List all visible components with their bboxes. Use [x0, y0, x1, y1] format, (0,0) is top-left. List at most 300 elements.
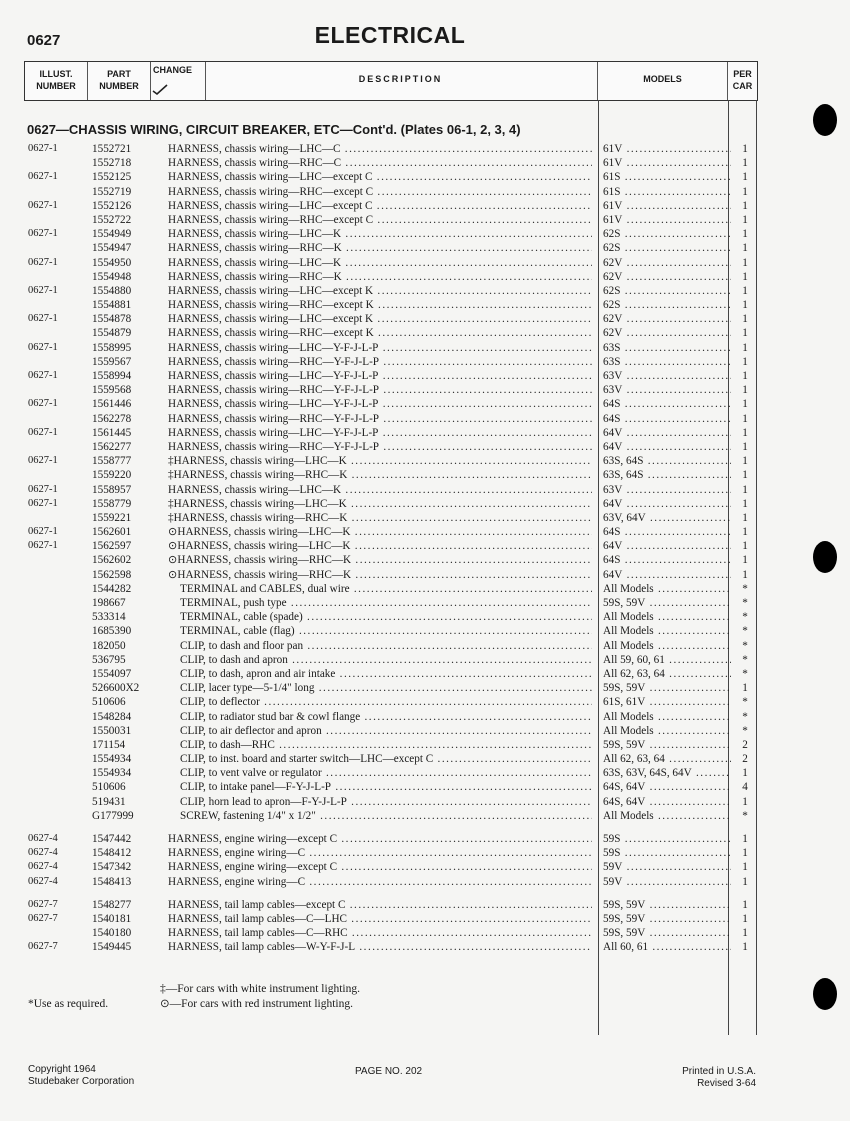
illust-number: 0627-1 — [28, 313, 58, 325]
description: CLIP, lacer type—5-1/4" long ..... — [180, 681, 592, 695]
models: 61S ..... — [603, 185, 731, 199]
table-row — [0, 898, 850, 912]
col-illust: ILLUST. NUMBER — [25, 62, 88, 100]
illust-number: 0627-7 — [28, 912, 58, 924]
col-per-car: PER CAR — [732, 69, 753, 91]
table-row — [0, 553, 850, 567]
table-row — [0, 483, 850, 497]
description: CLIP, to intake panel—F-Y-J-L-P ..... — [180, 780, 592, 794]
models: 59S, 59V ..... — [603, 898, 731, 912]
models: 64S, 64V ..... — [603, 780, 731, 794]
illust-number: 0627-4 — [28, 861, 58, 873]
part-number: 1540180 — [92, 927, 132, 940]
part-number: 1562597 — [92, 540, 132, 553]
table-row — [0, 468, 850, 482]
models: 59S ..... — [603, 832, 731, 846]
models: 59S, 59V ..... — [603, 596, 731, 610]
illust-number: 0627-1 — [28, 370, 58, 381]
table-row — [0, 860, 850, 874]
models: All Models ..... — [603, 639, 731, 653]
table-row — [0, 511, 850, 525]
models: 64S ..... — [603, 397, 731, 411]
description: HARNESS, engine wiring—C ..... — [168, 875, 592, 889]
table-row — [0, 809, 850, 823]
part-number: 1554879 — [92, 327, 132, 340]
table-row — [0, 355, 850, 369]
models: 62V ..... — [603, 326, 731, 340]
description: HARNESS, chassis wiring—LHC—K ..... — [168, 483, 592, 497]
models: All 60, 61 ..... — [603, 940, 731, 954]
models: All 62, 63, 64 ..... — [603, 667, 731, 681]
per-car: 1 — [742, 469, 748, 482]
per-car: 1 — [742, 941, 748, 954]
models: 64V ..... — [603, 426, 731, 440]
per-car: 1 — [742, 355, 748, 368]
description: ‡HARNESS, chassis wiring—LHC—K ..... — [168, 454, 592, 468]
models: 63V, 64V ..... — [603, 511, 731, 525]
table-row — [0, 412, 850, 426]
description: ‡HARNESS, chassis wiring—RHC—K ..... — [168, 468, 592, 482]
part-number: 1547442 — [92, 833, 132, 845]
table-row — [0, 341, 850, 355]
page-title: ELECTRICAL — [314, 22, 466, 48]
table-row — [0, 582, 850, 596]
models: All Models ..... — [603, 582, 731, 596]
models: 64V ..... — [603, 497, 731, 511]
description: HARNESS, tail lamp cables—C—RHC ..... — [168, 926, 592, 940]
per-car: 1 — [742, 440, 748, 453]
per-car: 1 — [742, 299, 748, 312]
models: 59V ..... — [603, 860, 731, 874]
table-row — [0, 846, 850, 860]
description: HARNESS, chassis wiring—LHC—except K ..... — [168, 312, 592, 326]
per-car: 1 — [742, 554, 748, 567]
illust-number: 0627-7 — [28, 898, 58, 910]
table-row — [0, 227, 850, 241]
table-row — [0, 780, 850, 794]
illust-number: 0627-1 — [28, 497, 58, 509]
table-row — [0, 284, 850, 298]
illust-number: 0627-4 — [28, 875, 58, 887]
footnote-double-dagger: ‡—For cars with white instrument lighting. — [160, 983, 360, 995]
description: HARNESS, chassis wiring—RHC—Y-F-J-L-P ..... — [168, 412, 592, 426]
part-number: 182050 — [92, 639, 126, 652]
per-car: * — [742, 597, 748, 609]
description: HARNESS, chassis wiring—RHC—except K ..... — [168, 298, 592, 312]
models: 63S, 63V, 64S, 64V ..... — [603, 766, 731, 780]
per-car: 1 — [742, 213, 748, 226]
table-row — [0, 369, 850, 383]
per-car: 1 — [742, 199, 748, 212]
models: 62V ..... — [603, 270, 731, 284]
description: HARNESS, chassis wiring—LHC—except C ..... — [168, 199, 592, 213]
part-number: 1559568 — [92, 384, 132, 397]
models: 59S, 59V ..... — [603, 681, 731, 695]
models: 61V ..... — [603, 213, 731, 227]
part-number: 1558994 — [92, 370, 132, 382]
binder-hole — [813, 104, 837, 136]
table-row — [0, 752, 850, 766]
per-car: 1 — [742, 682, 748, 695]
per-car: 1 — [742, 898, 748, 911]
illust-number: 0627-1 — [28, 199, 58, 211]
part-number: 1554934 — [92, 753, 132, 766]
illust-number: 0627-7 — [28, 941, 58, 953]
description: HARNESS, chassis wiring—LHC—Y-F-J-L-P ..... — [168, 341, 592, 355]
description: HARNESS, chassis wiring—RHC—except K ..... — [168, 326, 592, 340]
models: 61S ..... — [603, 170, 731, 184]
per-car: 1 — [742, 833, 748, 845]
per-car: 1 — [742, 284, 748, 297]
part-number: 1548412 — [92, 847, 132, 860]
part-number: 1552125 — [92, 171, 132, 184]
per-car: 1 — [742, 795, 748, 808]
models: 61V ..... — [603, 199, 731, 213]
description: HARNESS, engine wiring—except C ..... — [168, 860, 592, 874]
description: ⊙HARNESS, chassis wiring—LHC—K ..... — [168, 525, 592, 539]
per-car: 1 — [742, 157, 748, 170]
part-number: 171154 — [92, 738, 126, 751]
per-car: 1 — [742, 483, 748, 496]
per-car: 1 — [742, 242, 748, 255]
part-number: 1552126 — [92, 199, 132, 212]
part-number: 1554948 — [92, 270, 132, 283]
description: CLIP, to dash—RHC ..... — [180, 738, 592, 752]
description: TERMINAL, push type ..... — [180, 596, 592, 610]
part-number: 1562601 — [92, 526, 132, 539]
table-row — [0, 710, 850, 724]
models: 64V ..... — [603, 440, 731, 454]
description: HARNESS, engine wiring—except C ..... — [168, 832, 592, 846]
description: HARNESS, chassis wiring—RHC—K ..... — [168, 270, 592, 284]
models: 59S, 59V ..... — [603, 738, 731, 752]
description: HARNESS, tail lamp cables—C—LHC ..... — [168, 912, 592, 926]
per-car: 1 — [742, 313, 748, 326]
page-code: 0627 — [27, 32, 61, 49]
description: SCREW, fastening 1/4" x 1/2" ..... — [180, 809, 592, 823]
part-number: 1540181 — [92, 912, 132, 925]
description: ⊙HARNESS, chassis wiring—RHC—K ..... — [168, 568, 592, 582]
part-number: 1550031 — [92, 724, 132, 737]
models: 63V ..... — [603, 383, 731, 397]
models: 62S ..... — [603, 227, 731, 241]
models: All Models ..... — [603, 624, 731, 638]
illust-number: 0627-1 — [28, 540, 58, 552]
models: 63V ..... — [603, 369, 731, 383]
part-number: 1548284 — [92, 710, 132, 723]
description: HARNESS, chassis wiring—RHC—Y-F-J-L-P ..... — [168, 355, 592, 369]
per-car: * — [742, 696, 748, 709]
parts-list — [0, 142, 850, 955]
part-number: 1554881 — [92, 299, 132, 312]
part-number: 1559220 — [92, 469, 132, 482]
part-number: 1552721 — [92, 143, 132, 155]
part-number: 1561446 — [92, 398, 132, 411]
part-number: 1558957 — [92, 483, 132, 496]
description: HARNESS, chassis wiring—LHC—except K ..... — [168, 284, 592, 298]
per-car: 1 — [742, 847, 748, 860]
description: HARNESS, chassis wiring—LHC—K ..... — [168, 256, 592, 270]
table-row — [0, 270, 850, 284]
table-row — [0, 397, 850, 411]
models: 64S, 64V ..... — [603, 795, 731, 809]
part-number: 1554934 — [92, 767, 132, 780]
models: 64V ..... — [603, 568, 731, 582]
per-car: 1 — [742, 540, 748, 553]
description: HARNESS, tail lamp cables—W-Y-F-J-L ..... — [168, 940, 592, 954]
part-number: 1552718 — [92, 157, 132, 170]
models: All Models ..... — [603, 724, 731, 738]
table-row — [0, 426, 850, 440]
per-car: 2 — [742, 738, 748, 751]
part-number: 1562598 — [92, 568, 132, 581]
per-car: 1 — [742, 143, 748, 155]
part-number: 1558777 — [92, 455, 132, 468]
description: CLIP, to air deflector and apron ..... — [180, 724, 592, 738]
models: 63S, 64S ..... — [603, 468, 731, 482]
description: TERMINAL, cable (spade) ..... — [180, 610, 592, 624]
description: CLIP, to radiator stud bar & cowl flange ..... — [180, 710, 592, 724]
per-car: 1 — [742, 370, 748, 382]
models: 63V ..... — [603, 483, 731, 497]
table-row — [0, 832, 850, 846]
models: 62S ..... — [603, 241, 731, 255]
table-row — [0, 213, 850, 227]
table-row — [0, 568, 850, 582]
models: All 62, 63, 64 ..... — [603, 752, 731, 766]
part-number: 1554950 — [92, 256, 132, 269]
table-row — [0, 312, 850, 326]
table-row — [0, 724, 850, 738]
illust-number: 0627-1 — [28, 341, 58, 353]
per-car: 1 — [742, 398, 748, 411]
description: ⊙HARNESS, chassis wiring—RHC—K ..... — [168, 553, 592, 567]
check-mark-icon — [151, 82, 171, 96]
description: HARNESS, chassis wiring—LHC—C ..... — [168, 142, 592, 156]
footer-copyright: Copyright 1964 Studebaker Corporation — [28, 1064, 135, 1087]
description: CLIP, to dash, apron and air intake ..... — [180, 667, 592, 681]
part-number: 1548413 — [92, 875, 132, 888]
part-number: 1554878 — [92, 313, 132, 326]
per-car: * — [742, 667, 748, 680]
part-number: 1547342 — [92, 861, 132, 874]
table-row — [0, 525, 850, 539]
table-row — [0, 241, 850, 255]
part-number: 1562277 — [92, 440, 132, 453]
footer-page-number: PAGE NO. 202 — [355, 1066, 423, 1077]
models: 62V ..... — [603, 256, 731, 270]
table-row — [0, 926, 850, 940]
table-row — [0, 624, 850, 638]
table-row — [0, 440, 850, 454]
part-number: G177999 — [92, 809, 134, 822]
models: All 59, 60, 61 ..... — [603, 653, 731, 667]
models: 59S, 59V ..... — [603, 926, 731, 940]
models: 62S ..... — [603, 284, 731, 298]
per-car: 1 — [742, 384, 748, 397]
description: CLIP, horn lead to apron—F-Y-J-L-P ..... — [180, 795, 592, 809]
binder-hole — [813, 978, 837, 1010]
description: HARNESS, chassis wiring—RHC—K ..... — [168, 241, 592, 255]
part-number: 1554947 — [92, 242, 132, 255]
table-row — [0, 596, 850, 610]
table-row — [0, 256, 850, 270]
per-car: 1 — [742, 341, 748, 354]
per-car: 1 — [742, 767, 748, 780]
footer-printed: Printed in U.S.A. Revised 3-64 — [682, 1066, 756, 1089]
table-row — [0, 912, 850, 926]
description: HARNESS, engine wiring—C ..... — [168, 846, 592, 860]
per-car: 1 — [742, 426, 748, 439]
table-row — [0, 142, 850, 156]
models: 64V ..... — [603, 539, 731, 553]
part-number: 1558779 — [92, 497, 132, 510]
per-car: 1 — [742, 327, 748, 340]
illust-number: 0627-1 — [28, 426, 58, 438]
per-car: 1 — [742, 228, 748, 241]
models: 64S ..... — [603, 553, 731, 567]
models: 62S ..... — [603, 298, 731, 312]
table-row — [0, 185, 850, 199]
description: ‡HARNESS, chassis wiring—LHC—K ..... — [168, 497, 592, 511]
description: HARNESS, chassis wiring—LHC—Y-F-J-L-P ..... — [168, 369, 592, 383]
table-row — [0, 170, 850, 184]
table-row — [0, 940, 850, 954]
part-number: 1548277 — [92, 898, 132, 911]
part-number: 1549445 — [92, 941, 132, 954]
description: CLIP, to dash and apron ..... — [180, 653, 592, 667]
per-car: * — [742, 710, 748, 723]
table-row — [0, 383, 850, 397]
footnote-use-as-required: *Use as required. — [28, 998, 109, 1010]
table-row — [0, 156, 850, 170]
description: HARNESS, chassis wiring—LHC—Y-F-J-L-P ..... — [168, 426, 592, 440]
description: CLIP, to deflector ..... — [180, 695, 592, 709]
models: 64S ..... — [603, 525, 731, 539]
illust-number: 0627-1 — [28, 143, 58, 154]
per-car: * — [742, 582, 748, 595]
table-row — [0, 653, 850, 667]
description: CLIP, to inst. board and starter switch—LHC—except C ..... — [180, 752, 592, 766]
table-row — [0, 695, 850, 709]
description: HARNESS, chassis wiring—LHC—K ..... — [168, 227, 592, 241]
per-car: * — [742, 639, 748, 652]
description: HARNESS, chassis wiring—RHC—C ..... — [168, 156, 592, 170]
description: HARNESS, tail lamp cables—except C ..... — [168, 898, 592, 912]
per-car: * — [742, 809, 748, 822]
per-car: * — [742, 724, 748, 737]
illust-number: 0627-1 — [28, 455, 58, 467]
footnote-circle: ⊙—For cars with red instrument lighting. — [160, 998, 353, 1010]
models: All Models ..... — [603, 710, 731, 724]
table-row — [0, 539, 850, 553]
description: HARNESS, chassis wiring—RHC—except C ..... — [168, 213, 592, 227]
table-row — [0, 610, 850, 624]
illust-number: 0627-1 — [28, 284, 58, 296]
models: 63S ..... — [603, 341, 731, 355]
per-car: 1 — [742, 412, 748, 425]
table-row — [0, 667, 850, 681]
table-row — [0, 766, 850, 780]
per-car: 1 — [742, 497, 748, 510]
table-row — [0, 795, 850, 809]
part-number: 533314 — [92, 611, 126, 624]
part-number: 1554880 — [92, 284, 132, 297]
per-car: * — [742, 611, 748, 624]
description: CLIP, to vent valve or regulator ..... — [180, 766, 592, 780]
illust-number: 0627-4 — [28, 833, 58, 844]
part-number: 510606 — [92, 696, 126, 709]
models: All Models ..... — [603, 809, 731, 823]
models: 63S ..... — [603, 355, 731, 369]
per-car: 1 — [742, 875, 748, 888]
description: HARNESS, chassis wiring—LHC—Y-F-J-L-P ..... — [168, 397, 592, 411]
table-row — [0, 454, 850, 468]
binder-hole — [813, 541, 837, 573]
description: HARNESS, chassis wiring—LHC—except C ..... — [168, 170, 592, 184]
illust-number: 0627-1 — [28, 228, 58, 240]
per-car: 1 — [742, 568, 748, 581]
col-part: PART NUMBER — [88, 62, 151, 100]
description: ‡HARNESS, chassis wiring—RHC—K ..... — [168, 511, 592, 525]
per-car: 1 — [742, 171, 748, 184]
part-number: 1552722 — [92, 213, 132, 226]
models: 59S ..... — [603, 846, 731, 860]
per-car: 1 — [742, 256, 748, 269]
illust-number: 0627-1 — [28, 256, 58, 268]
table-row — [0, 681, 850, 695]
part-number: 1561445 — [92, 426, 132, 439]
per-car: 1 — [742, 511, 748, 524]
per-car: 4 — [742, 781, 748, 794]
description: ⊙HARNESS, chassis wiring—LHC—K ..... — [168, 539, 592, 553]
per-car: * — [742, 653, 748, 666]
column-header — [24, 61, 758, 101]
illust-number: 0627-4 — [28, 847, 58, 859]
part-number: 1552719 — [92, 185, 132, 198]
part-number: 519431 — [92, 795, 126, 808]
description: TERMINAL and CABLES, dual wire ..... — [180, 582, 592, 596]
part-number: 198667 — [92, 597, 126, 609]
description: CLIP, to dash and floor pan ..... — [180, 639, 592, 653]
col-description: DESCRIPTION — [204, 62, 598, 100]
description: HARNESS, chassis wiring—RHC—Y-F-J-L-P ..... — [168, 440, 592, 454]
table-row — [0, 738, 850, 752]
part-number: 1685390 — [92, 625, 132, 638]
table-row — [0, 639, 850, 653]
part-number: 1559567 — [92, 355, 132, 368]
col-change: CHANGE — [151, 62, 206, 100]
illust-number: 0627-1 — [28, 398, 58, 410]
part-number: 1554949 — [92, 228, 132, 241]
per-car: 1 — [742, 455, 748, 468]
models: 59V ..... — [603, 875, 731, 889]
models: 59S, 59V ..... — [603, 912, 731, 926]
models: 63S, 64S ..... — [603, 454, 731, 468]
models: 62V ..... — [603, 312, 731, 326]
part-number: 510606 — [92, 781, 126, 794]
col-models: MODELS — [598, 62, 728, 100]
part-number: 526600X2 — [92, 682, 140, 695]
per-car: 1 — [742, 185, 748, 198]
part-number: 1558995 — [92, 341, 132, 354]
illust-number: 0627-1 — [28, 526, 58, 538]
table-row — [0, 497, 850, 511]
section-title: 0627—CHASSIS WIRING, CIRCUIT BREAKER, ETC—Cont'd. (Plates 06-1, 2, 3, 4) — [27, 122, 521, 137]
part-number: 1562602 — [92, 554, 132, 567]
table-row — [0, 326, 850, 340]
description: HARNESS, chassis wiring—RHC—except C ..... — [168, 185, 592, 199]
